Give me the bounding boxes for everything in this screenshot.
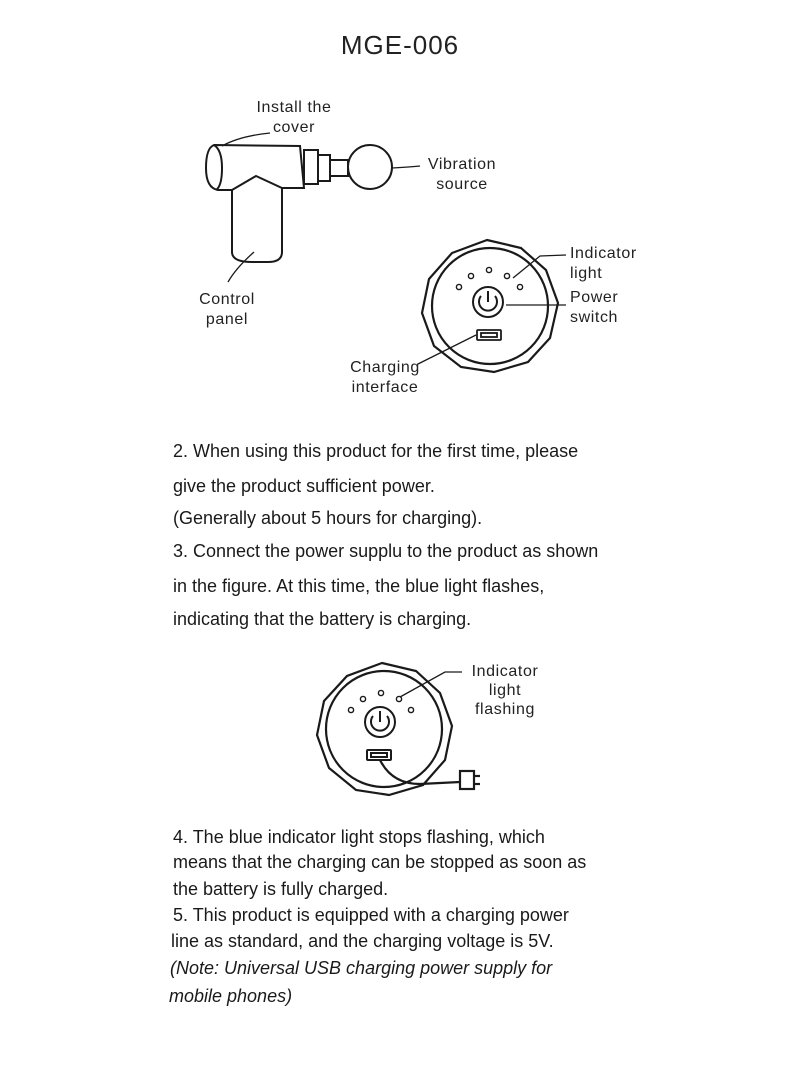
paragraph-line: indicating that the battery is charging. xyxy=(173,609,472,629)
label-indicator-flashing: Indicator light flashing xyxy=(471,663,539,718)
usb-port-icon xyxy=(477,330,501,340)
paragraph-line: the battery is fully charged. xyxy=(173,879,389,899)
paragraph-line: (Generally about 5 hours for charging). xyxy=(173,508,483,528)
paragraph-line: (Note: Universal USB charging power supply for xyxy=(170,958,553,978)
label-charging-interface: Charging interface xyxy=(350,359,420,396)
label-install-cover: Install the cover xyxy=(256,99,332,136)
paragraph-line: 3. Connect the power supplu to the product as shown xyxy=(173,541,599,561)
usb-port-icon-2 xyxy=(367,750,391,760)
power-icon-2 xyxy=(365,707,395,737)
paragraph-line: mobile phones) xyxy=(169,986,293,1006)
label-indicator-light: Indicator light xyxy=(570,245,637,282)
paragraph-line: 4. The blue indicator light stops flashing, which xyxy=(173,827,545,847)
paragraph-line: in the figure. At this time, the blue light flashes, xyxy=(173,576,545,596)
label-control-panel: Control panel xyxy=(199,291,255,328)
paragraph-line: line as standard, and the charging voltage is 5V. xyxy=(171,931,554,951)
paragraph-line: 2. When using this product for the first time, please xyxy=(173,441,579,461)
label-power-switch: Power switch xyxy=(570,289,619,326)
paragraph-line: means that the charging can be stopped as soon as xyxy=(173,852,587,872)
massage-gun-illustration xyxy=(206,145,392,262)
label-vibration-source: Vibration source xyxy=(427,156,497,193)
power-icon xyxy=(473,287,503,317)
paragraph-line: 5. This product is equipped with a charging power xyxy=(173,905,569,925)
paragraph-line: give the product sufficient power. xyxy=(173,476,435,496)
document-title: MGE-006 xyxy=(340,30,460,60)
